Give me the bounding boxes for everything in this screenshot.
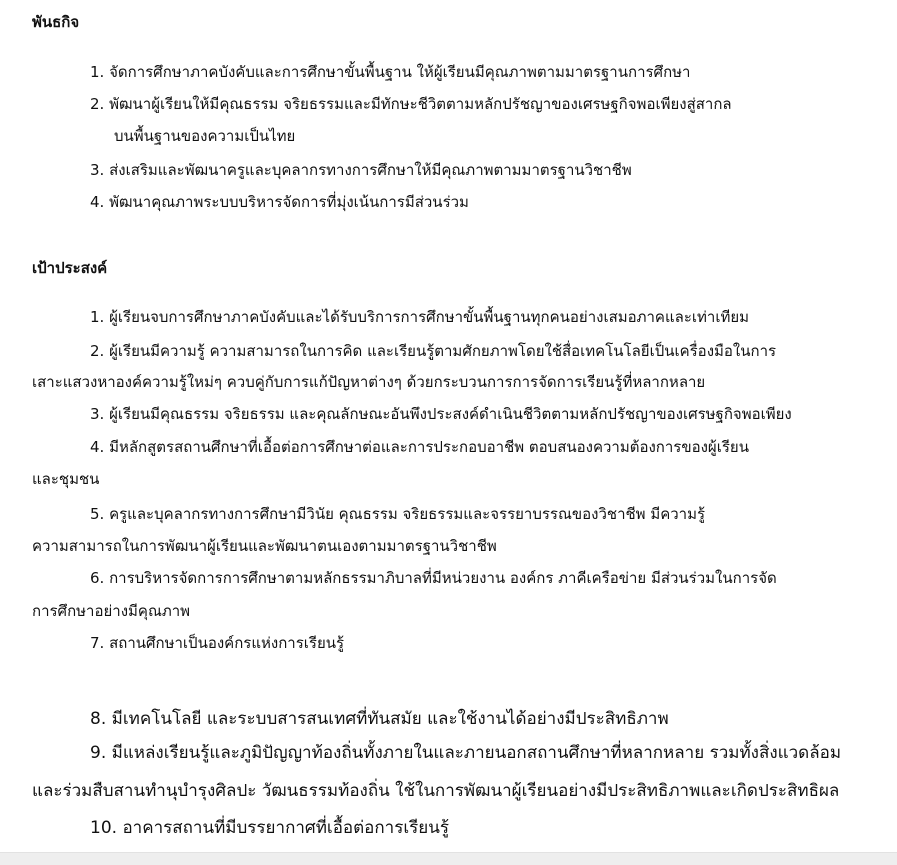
list-text: พัฒนาคุณภาพระบบบริหารจัดการที่มุ่งเน้นการมีส่วนร่วม: [109, 193, 469, 211]
mission-heading: พันธกิจ: [32, 13, 80, 31]
bottom-gray-bar: [0, 852, 897, 865]
list-number: 8.: [90, 709, 107, 729]
list-number: 4.: [90, 438, 105, 456]
list-number: 3.: [90, 161, 105, 179]
list-number: 9.: [90, 743, 107, 763]
list-text: มีหลักสูตรสถานศึกษาที่เอื้อต่อการศึกษาต่อและการประกอบอาชีพ ตอบสนองความต้องการของผู้เรียน: [109, 438, 749, 456]
goal-item-1: [90, 307, 749, 327]
list-number: 4.: [90, 193, 105, 211]
goal-item-2-cont: เสาะแสวงหาองค์ความรู้ใหม่ๆ ควบคู่กับการแก้ปัญหาต่างๆ ด้วยกระบวนการการจัดการเรียนรู้ที่หลากหลาย: [32, 373, 706, 391]
goal-item-9: [90, 742, 841, 764]
list-text: ครูและบุคลากรทางการศึกษามีวินัย คุณธรรม จริยธรรมและจรรยาบรรณของวิชาชีพ มีความรู้: [109, 505, 706, 523]
list-text: ส่งเสริมและพัฒนาครูและบุคลากรทางการศึกษาให้มีคุณภาพตามมาตรฐานวิชาชีพ: [109, 161, 632, 179]
list-text: สถานศึกษาเป็นองค์กรแห่งการเรียนรู้: [109, 634, 345, 652]
mission-item-3: [90, 160, 632, 180]
goal-item-4-cont: และชุมชน: [32, 470, 100, 488]
list-text: พัฒนาผู้เรียนให้มีคุณธรรม จริยธรรมและมีทักษะชีวิตตามหลักปรัชญาของเศรษฐกิจพอเพียงสู่สากล: [109, 95, 732, 113]
goal-item-9-cont: และร่วมสืบสานทำนุบำรุงศิลปะ วัฒนธรรมท้องถิ่น ใช้ในการพัฒนาผู้เรียนอย่างมีประสิทธิภาพและเกิดประสิทธิผล: [32, 781, 840, 801]
mission-item-2-cont: บนพื้นฐานของความเป็นไทย: [114, 127, 296, 145]
list-number: 10.: [90, 818, 118, 838]
goal-item-2: [90, 341, 776, 361]
goal-item-5-cont: ความสามารถในการพัฒนาผู้เรียนและพัฒนาตนเองตามมาตรฐานวิชาชีพ: [32, 537, 497, 555]
list-number: 7.: [90, 634, 105, 652]
list-text: จัดการศึกษาภาคบังคับและการศึกษาขั้นพื้นฐาน ให้ผู้เรียนมีคุณภาพตามมาตรฐานการศึกษา: [109, 63, 691, 81]
list-number: 2.: [90, 95, 105, 113]
mission-item-1: [90, 62, 690, 82]
list-number: 1.: [90, 308, 105, 326]
list-text: มีเทคโนโลยี และระบบสารสนเทศที่ทันสมัย และใช้งานได้อย่างมีประสิทธิภาพ: [111, 709, 669, 729]
goal-item-5: [90, 504, 705, 524]
mission-item-4: [90, 192, 469, 212]
goal-item-8: [90, 708, 669, 730]
goal-item-7: [90, 633, 344, 653]
goal-item-6-cont: การศึกษาอย่างมีคุณภาพ: [32, 602, 191, 620]
list-text: ผู้เรียนมีคุณธรรม จริยธรรม และคุณลักษณะอันพึงประสงค์ดำเนินชีวิตตามหลักปรัชญาของเศรษฐกิจพอเพียง: [109, 405, 792, 423]
list-text: ผู้เรียนมีความรู้ ความสามารถในการคิด และเรียนรู้ตามศักยภาพโดยใช้สื่อเทคโนโลยีเป็นเครื่องมือในการ: [109, 342, 777, 360]
goal-item-6: [90, 568, 777, 588]
list-number: 5.: [90, 505, 105, 523]
list-number: 2.: [90, 342, 105, 360]
goal-item-3: [90, 404, 792, 424]
goal-item-10: [90, 817, 449, 839]
list-number: 1.: [90, 63, 105, 81]
goal-item-4: [90, 437, 749, 457]
list-text: อาคารสถานที่มีบรรยากาศที่เอื้อต่อการเรียนรู้: [122, 818, 450, 838]
list-number: 3.: [90, 405, 105, 423]
list-text: การบริหารจัดการการศึกษาตามหลักธรรมาภิบาลที่มีหน่วยงาน องค์กร ภาคีเครือข่าย มีส่วนร่วมในการจัด: [109, 569, 777, 587]
list-text: มีแหล่งเรียนรู้และภูมิปัญญาท้องถิ่นทั้งภายในและภายนอกสถานศึกษาที่หลากหลาย รวมทั้งสิ่งแวดล้อม: [111, 743, 842, 763]
list-text: ผู้เรียนจบการศึกษาภาคบังคับและได้รับบริการการศึกษาขั้นพื้นฐานทุกคนอย่างเสมอภาคและเท่าเทียม: [109, 308, 750, 326]
mission-item-2: [90, 94, 732, 114]
goals-heading: เป้าประสงค์: [32, 259, 108, 277]
list-number: 6.: [90, 569, 105, 587]
